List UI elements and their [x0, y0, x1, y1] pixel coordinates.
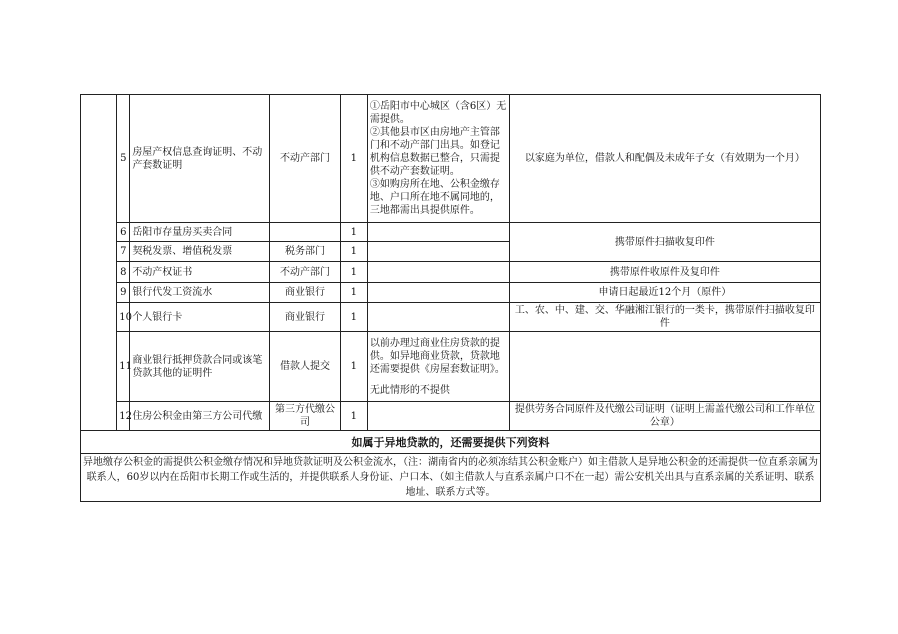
- requirement: 携带原件收原件及复印件: [509, 262, 820, 283]
- table-row: [81, 223, 821, 242]
- note-row: [81, 454, 821, 502]
- requirement: 携带原件扫描收复印件: [509, 223, 820, 262]
- quantity: 1: [340, 402, 367, 431]
- issuing-department: 不动产部门: [270, 95, 340, 223]
- category-cell: [81, 95, 117, 431]
- condition-cell: [367, 242, 509, 262]
- quantity: 1: [340, 283, 367, 303]
- condition-line: ②其他县市区由房地产主管部门和不动产部门出具。如登记机构信息数据已整合，只需提供不动产套数证明。: [369, 127, 500, 177]
- row-number: 6: [117, 223, 130, 242]
- row-number: 5: [117, 95, 130, 223]
- requirement: 提供劳务合同原件及代缴公司证明（证明上需盖代缴公司和工作单位公章）: [509, 402, 820, 431]
- row-number: 10: [117, 303, 130, 332]
- row-number: 7: [117, 242, 130, 262]
- table-row: [81, 262, 821, 283]
- item-name: 岳阳市存量房买卖合同: [130, 223, 270, 242]
- item-name: 房屋产权信息查询证明、不动产套数证明: [130, 95, 270, 223]
- requirement: 工、农、中、建、交、华融湘江银行的一类卡，携带原件扫描收复印件: [509, 303, 820, 332]
- issuing-department: [270, 223, 340, 242]
- issuing-department: 第三方代缴公司: [270, 402, 340, 431]
- quantity: 1: [340, 95, 367, 223]
- table-row: [81, 402, 821, 431]
- condition-cell: [367, 402, 509, 431]
- requirement: 以家庭为单位，借款人和配偶及未成年子女（有效期为一个月）: [509, 95, 820, 223]
- item-name: 个人银行卡: [130, 303, 270, 332]
- materials-table: [80, 94, 821, 502]
- quantity: 1: [340, 332, 367, 402]
- row-number: 9: [117, 283, 130, 303]
- section-row: [81, 431, 821, 454]
- quantity: 1: [340, 303, 367, 332]
- item-name: 契税发票、增值税发票: [130, 242, 270, 262]
- item-name: 住房公积金由第三方公司代缴: [130, 402, 270, 431]
- quantity: 1: [340, 242, 367, 262]
- issuing-department: 税务部门: [270, 242, 340, 262]
- item-name: 银行代发工资流水: [130, 283, 270, 303]
- table-row: [81, 95, 821, 223]
- condition-line: ③如购房所在地、公积金缴存地、户口所在地不属同地的，三地都需出具提供原件。: [369, 179, 500, 216]
- table-row: [81, 332, 821, 402]
- requirement-empty: [509, 332, 820, 402]
- quantity: 1: [340, 223, 367, 242]
- row-number: 12: [117, 402, 130, 431]
- row-number: 11: [117, 332, 130, 402]
- issuing-department: 商业银行: [270, 283, 340, 303]
- condition-line: 以前办理过商业住房贷款的提供。如异地商业贷款，贷款地还需要提供《房屋套数证明》。: [369, 337, 505, 375]
- condition-cell: [367, 283, 509, 303]
- table-row: [81, 303, 821, 332]
- item-name: 不动产权证书: [130, 262, 270, 283]
- condition-cell: [367, 262, 509, 283]
- quantity: 1: [340, 262, 367, 283]
- condition-cell: [367, 223, 509, 242]
- item-name: 商业银行抵押贷款合同或该笔贷款其他的证明件: [130, 332, 270, 402]
- condition-line: 无此情形的不提供: [369, 384, 450, 396]
- table-row: [81, 283, 821, 303]
- condition-cell: [367, 95, 509, 223]
- condition-cell: [367, 303, 509, 332]
- issuing-department: 借款人提交: [270, 332, 340, 402]
- row-number: 8: [117, 262, 130, 283]
- issuing-department: 商业银行: [270, 303, 340, 332]
- remote-loan-note: 异地缴存公积金的需提供公积金缴存情况和异地贷款证明及公积金流水，（注：湖南省内的必须冻结其公积金账户）如主借款人是异地公积金的还需提供一位直系亲属为联系人，60岁以内在岳阳市长期工作或生活的，并提供联系人身份证、户口本、（如主借款人与直系亲属户口不在一起）需公安机关出具与直系亲属的关系证明、联系地址、联系方式等。: [81, 454, 821, 502]
- issuing-department: 不动产部门: [270, 262, 340, 283]
- section-title: 如属于异地贷款的，还需要提供下列资料: [81, 431, 821, 454]
- requirement: 申请日起最近12个月（原件）: [509, 283, 820, 303]
- condition-line: ①岳阳市中心城区（含6区）无需提供。: [369, 101, 507, 125]
- condition-cell: [367, 332, 509, 402]
